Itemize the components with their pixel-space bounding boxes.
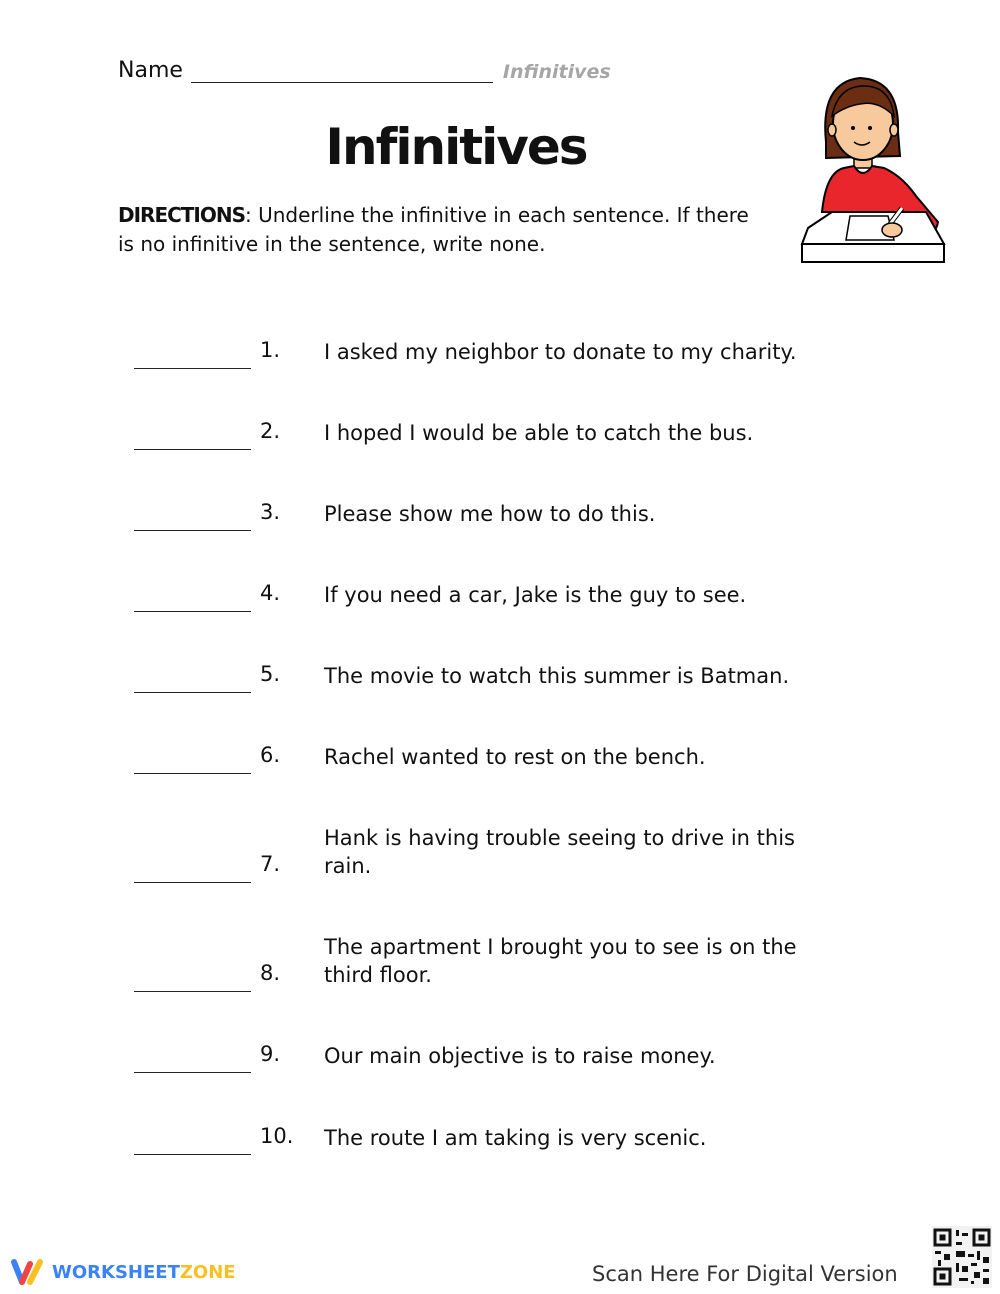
answer-blank[interactable] (134, 773, 251, 774)
answer-blank[interactable] (134, 991, 251, 992)
logo-w-icon (10, 1258, 46, 1286)
directions-text: : Underline the infinitive in each sentence. If there is no infinitive in the sentence, write none. (118, 203, 749, 256)
worksheetzone-logo[interactable] (10, 1258, 236, 1286)
question-number: 4. (260, 581, 281, 605)
worksheet-subtitle: Infinitives (502, 61, 611, 83)
answer-blank[interactable] (134, 1154, 251, 1155)
question-text: The movie to watch this summer is Batman. (324, 664, 790, 688)
question-text: If you need a car, Jake is the guy to see. (324, 583, 747, 607)
directions (118, 201, 758, 259)
answer-blank[interactable] (134, 368, 251, 369)
question-number: 3. (260, 500, 281, 524)
question-number: 6. (260, 743, 281, 767)
name-row (118, 58, 611, 83)
scan-text: Scan Here For Digital Version (592, 1262, 898, 1286)
answer-blank[interactable] (134, 882, 251, 883)
question-number: 1. (260, 338, 281, 362)
page-title: Infinitives (325, 118, 587, 176)
question-number: 8. (260, 961, 281, 985)
question-text: Rachel wanted to rest on the bench. (324, 745, 706, 769)
qr-code-icon[interactable] (932, 1226, 992, 1288)
answer-blank[interactable] (134, 449, 251, 450)
answer-blank[interactable] (134, 530, 251, 531)
question-number: 7. (260, 852, 281, 876)
question-text: The apartment I brought you to see is on the third floor. (324, 935, 797, 987)
question-text: I hoped I would be able to catch the bus. (324, 421, 754, 445)
question-number: 9. (260, 1042, 281, 1066)
answer-blank[interactable] (134, 611, 251, 612)
question-number: 5. (260, 662, 281, 686)
question-text: The route I am taking is very scenic. (324, 1126, 707, 1150)
question-text: Our main objective is to raise money. (324, 1044, 716, 1068)
name-input-line[interactable] (191, 60, 493, 83)
name-label: Name (118, 58, 183, 83)
answer-blank[interactable] (134, 692, 251, 693)
brand-name: WORKSHEETZONE (52, 1261, 236, 1283)
question-number: 2. (260, 419, 281, 443)
question-text: I asked my neighbor to donate to my charity. (324, 340, 797, 364)
answer-blank[interactable] (134, 1072, 251, 1073)
question-text: Hank is having trouble seeing to drive in this rain. (324, 826, 795, 878)
girl-writing-illustration (798, 72, 948, 268)
question-text: Please show me how to do this. (324, 502, 656, 526)
question-number: 10. (260, 1124, 294, 1148)
directions-label: DIRECTIONS (118, 203, 246, 227)
